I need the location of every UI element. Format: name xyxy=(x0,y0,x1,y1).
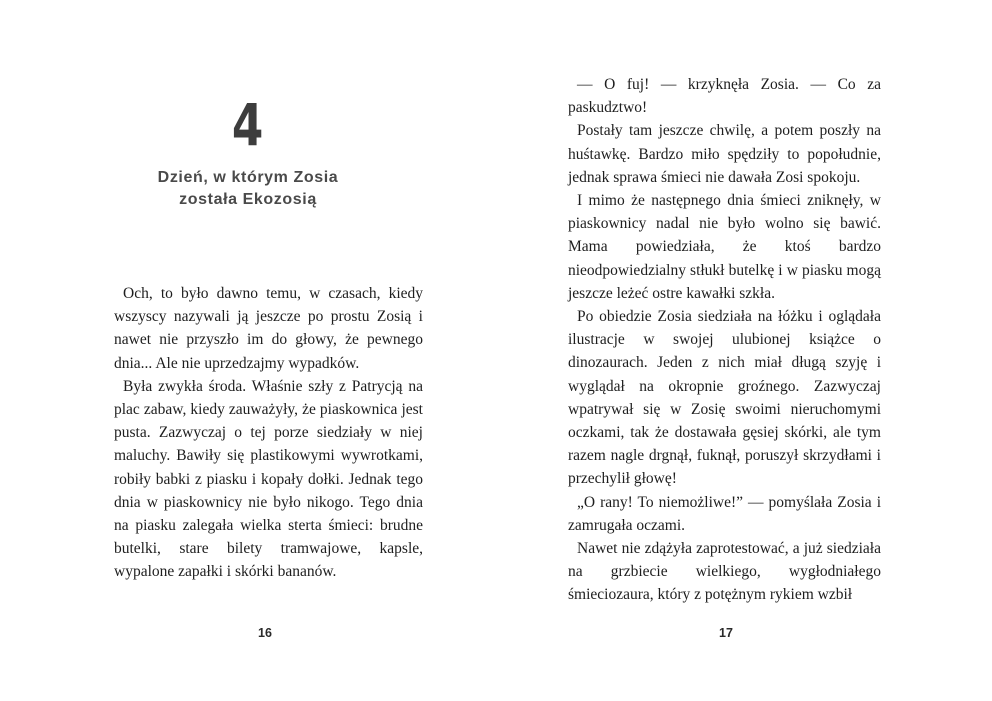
right-page-text xyxy=(568,73,881,607)
paragraph: Nawet nie zdążyła zaprotestować, a już siedziała na grzbiecie wielkiego, wygłodniałego śmieciozaura, który z potężnym rykiem wzbił xyxy=(568,540,881,604)
chapter-number: 4 xyxy=(231,91,265,159)
paragraph: — O fuj! — krzyknęła Zosia. — Co za paskudztwo! xyxy=(568,76,881,117)
chapter-title-line-1: Dzień, w którym Zosia xyxy=(157,169,339,186)
chapter-title-line-2: została Ekozosią xyxy=(179,191,317,208)
paragraph: Postały tam jeszcze chwilę, a potem poszły na huśtawkę. Bardzo miło spędziły to popołudnie, jednak sprawa śmieci nie dawała Zosi spokoju. xyxy=(568,122,881,186)
paragraph: „O rany! To niemożliwe!” — pomyślała Zosia i zamrugała oczami. xyxy=(568,493,881,534)
paragraph: Była zwykła środa. Właśnie szły z Patrycją na plac zabaw, kiedy zauważyły, że piaskownica jest pusta. Zazwyczaj o tej porze siedziały w niej maluchy. Bawiły się plastikowymi wywrotkami, robiły babki z piasku i kopały dołki. Jednak tego dnia w piaskownicy nie było nikogo. Tego dnia na piasku zalegała wielka sterta śmieci: brudne butelki, stare bilety tramwajowe, kapsle, wypalone zapałki i skórki bananów. xyxy=(114,377,423,581)
page-number-right: 17 xyxy=(719,626,733,640)
page-number-left: 16 xyxy=(258,626,272,640)
chapter-title xyxy=(0,167,496,211)
paragraph: Po obiedzie Zosia siedziała na łóżku i oglądała ilustracje w swojej ulubionej książce o dinozaurach. Jeden z nich miał długą szyję i wyglądał na okropnie groźnego. Zazwyczaj wpatrywał się w Zosię swoimi nieruchomymi oczkami, tak że dostawała gęsiej skórki, ale tym razem nagle drgnął, fuknął, poruszył skrzydłami i przechylił głowę! xyxy=(568,308,881,488)
right-page xyxy=(496,0,992,701)
paragraph: I mimo że następnego dnia śmieci zniknęły, w piaskownicy nadal nie było wolno się bawić. Mama powiedziała, że ktoś bardzo nieodpowiedzialny stłukł butelkę i w piasku mogą jeszcze leżeć ostre kawałki szkła. xyxy=(568,192,881,302)
paragraph: Och, to było dawno temu, w czasach, kiedy wszyscy nazywali ją jeszcze po prostu Zosią i nawet nie przyszło im do głowy, że pewnego dnia... Ale nie uprzedzajmy wypadków. xyxy=(114,285,423,372)
left-page-text xyxy=(114,282,423,584)
